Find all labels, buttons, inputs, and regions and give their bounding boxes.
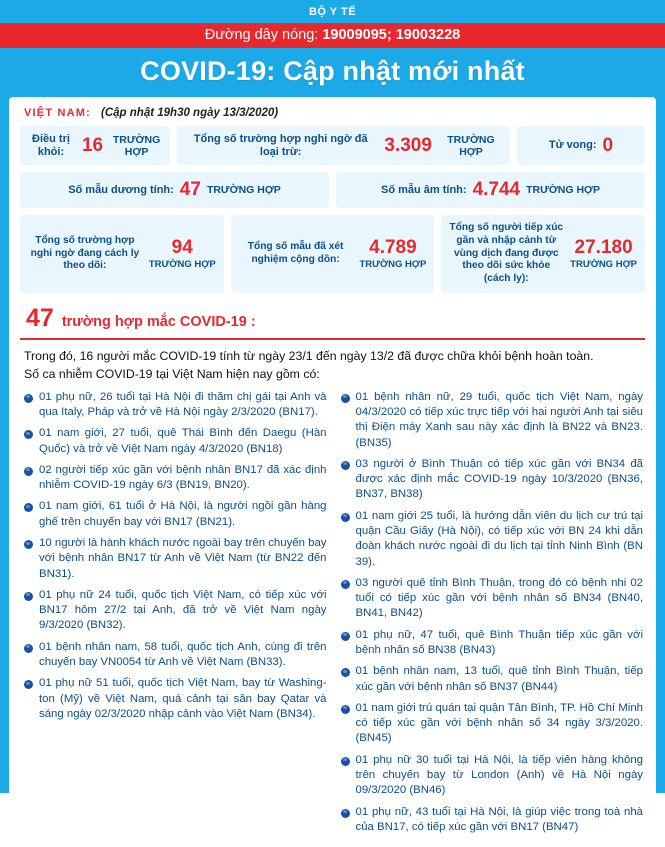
list-item [24, 390, 327, 421]
stat-value-group [149, 238, 216, 270]
case-text: 01 phụ nữ 24 tuổi, quốc tịch Việt Nam, có tiếp xúc với BN17 hôm 27/2 tại Anh, đã trở về Việt Nam ngày 9/3/2020 (BN32). [39, 588, 327, 632]
section-case-count: 47 [26, 303, 54, 332]
stat-value: 16 [81, 134, 104, 156]
content-card [9, 97, 656, 847]
section-title: trường hợp mắc COVID-19 : [61, 313, 256, 330]
list-item [24, 676, 327, 722]
list-item [341, 628, 644, 659]
list-item [24, 588, 327, 634]
stat-unit: TRƯỜNG HỢP [206, 184, 281, 197]
section-heading [20, 302, 645, 337]
country-label: VIỆT NAM: [24, 107, 92, 119]
list-item [341, 509, 644, 570]
stat-value: 94 [171, 237, 193, 259]
list-item [24, 536, 327, 582]
list-item [341, 753, 644, 799]
bullet-icon [341, 809, 350, 818]
list-item [24, 499, 327, 530]
bullet-icon [24, 503, 33, 512]
bullet-icon [341, 668, 350, 677]
stat-label: Số mẫu dương tính: [68, 183, 174, 196]
case-text: 01 bệnh nhân nữ, 29 tuổi, quốc tịch Việt Nam, ngày 04/3/2020 có tiếp xúc trực tiếp với hai người Anh tại siêu thị Điện máy Xanh sau này xác định là BN22 và BN23. (BN35) [355, 390, 643, 449]
intro-text [20, 347, 645, 390]
case-text: 01 nam giới trú quán tại quận Tân Bình, TP. Hồ Chí Minh có tiếp xúc gần với bệnh nhân số 34 ngày 3/3/2020. (BN45) [355, 701, 643, 745]
list-item [341, 576, 644, 622]
bullet-icon [341, 705, 350, 714]
bullet-icon [341, 632, 350, 641]
stat-value: 47 [179, 179, 201, 201]
stat-unit: TRƯỜNG HỢP [526, 184, 600, 197]
stat-label: Điều trị khỏi: [32, 133, 70, 158]
stat-unit: TRƯỜNG HỢP [359, 258, 427, 270]
list-item [341, 390, 644, 451]
case-text: 01 phụ nữ, 47 tuổi, quê Bình Thuận tiếp xúc gần với bệnh nhân số BN38 (BN43) [355, 628, 643, 656]
stat-value-group [360, 238, 427, 270]
bullet-icon [24, 430, 33, 439]
stats-row-1 [20, 126, 645, 165]
list-item [24, 640, 327, 671]
section-divider [20, 338, 645, 340]
case-text: 01 phụ nữ 30 tuổi tại Hà Nội, là tiếp viên hàng không trên chuyến bay từ London (Anh) về Hà Nội ngày 09/3/2020 (BN46) [355, 753, 643, 797]
stats-row-3 [20, 215, 645, 293]
stat-label: Tổng số trường hợp nghi ngờ đang cách ly theo dõi: [30, 234, 140, 272]
case-text: 10 người là hành khách nước ngoài bay trên chuyến bay với bệnh nhân BN17 từ Anh về Việt Nam (từ BN22 đến BN31). [39, 537, 327, 580]
page-title: COVID-19: Cập nhật mới nhất [140, 56, 525, 86]
case-text: 01 phụ nữ 51 tuổi, quốc tịch Việt Nam, bay từ Washing-ton (Mỹ) về Việt Nam, quá cảnh tại sân bay Qatar và sáng ngày 02/3/2020 nhập cảnh vào Việt Nam (BN34). [39, 677, 327, 720]
case-list-left-column [24, 390, 327, 841]
case-text: 01 phụ nữ, 43 tuổi tại Hà Nội, là giúp việc trong toà nhà của BN17, có tiếp xúc gần với BN17 (BN47) [355, 805, 643, 833]
stat-value: 27.180 [574, 237, 633, 259]
hotline-bar [0, 23, 665, 48]
case-text: 03 người ở Bình Thuận có tiếp xúc gần với BN34 đã được xác định mắc COVID-19 ngày 10/3/2020 (BN36, BN37, BN38) [355, 457, 643, 501]
stat-value: 4.744 [472, 179, 521, 201]
stat-value: 4.789 [369, 237, 417, 259]
case-text: 01 nam giới, 27 tuổi, quê Thái Bình đến Daegu (Hàn Quốc) và trở về Việt Nam ngày 4/3/2020 (BN18) [39, 427, 327, 455]
stat-deaths [517, 126, 645, 165]
list-item [341, 457, 644, 503]
list-item [24, 463, 327, 494]
country-row [20, 106, 645, 126]
stat-excluded [177, 126, 510, 165]
stat-unit: TRƯỜNG HỢP [112, 133, 161, 158]
bullet-icon [341, 394, 350, 403]
list-item [341, 701, 644, 747]
bullet-icon [341, 513, 350, 522]
list-item [341, 805, 644, 836]
stat-quarantined-suspected [20, 215, 224, 293]
stat-unit: TRƯỜNG HỢP [447, 133, 495, 158]
hotline-numbers: 19009095; 19003228 [322, 27, 461, 43]
stat-unit: TRƯỜNG HỢP [148, 258, 216, 270]
ministry-label: BỘ Y TẾ [308, 6, 357, 18]
bullet-icon [24, 394, 33, 403]
stat-value: 0 [602, 134, 614, 156]
intro-line-2: Số ca nhiễm COVID-19 tại Việt Nam hiện nay gồm có: [24, 367, 320, 382]
case-list [20, 390, 645, 841]
bullet-icon [24, 644, 33, 653]
bullet-icon [24, 540, 33, 549]
list-item [341, 664, 644, 695]
case-text: 01 bệnh nhân nam, 58 tuổi, quốc tịch Anh, cùng đi trên chuyến bay VN0054 từ Anh về Việt Nam (BN33). [39, 640, 327, 668]
stat-label: Tử vong: [548, 139, 597, 152]
bullet-icon [341, 757, 350, 766]
stat-label: Tổng số trường hợp nghi ngờ đã loại trừ: [193, 133, 368, 158]
case-list-right-column [341, 390, 644, 841]
bullet-icon [24, 592, 33, 601]
case-text: 03 người quê tỉnh Bình Thuận, trong đó có bệnh nhi 02 tuổi có tiếp xúc gần với bệnh nhân số BN34 (BN40, BN41, BN42) [355, 576, 643, 620]
bullet-icon [24, 680, 33, 689]
stat-positive-samples [20, 172, 329, 208]
stat-monitored-contacts [441, 215, 645, 293]
case-text: 01 nam giới 25 tuổi, là hướng dẫn viên du lịch cư trú tại quận Cầu Giấy (Hà Nội), có tiếp xúc với BN 24 khi dẫn đoàn khách nước ngoài đi du lịch tại tỉnh Ninh Bình (BN 39). [355, 509, 643, 568]
stat-unit: TRƯỜNG HỢP [570, 258, 638, 270]
list-item [24, 426, 327, 457]
case-text: 02 người tiếp xúc gần với bệnh nhân BN17 đã xác định nhiễm COVID-19 ngày 6/3 (BN19, BN20). [39, 463, 327, 492]
updated-timestamp: (Cập nhật 19h30 ngày 13/3/2020) [101, 107, 279, 119]
stat-total-tested [231, 215, 435, 293]
stats-row-2 [20, 172, 645, 208]
stat-label: Số mẫu âm tính: [381, 183, 467, 196]
case-text: 01 bệnh nhân nam, 13 tuổi, quê tỉnh Bình Thuận, tiếp xúc gần với bệnh nhân số BN37 (BN44) [355, 665, 643, 693]
bullet-icon [341, 580, 350, 589]
stat-label: Tổng số người tiếp xúc gần và nhập cảnh từ vùng dịch đang được theo dõi sức khỏe (cách ly): [449, 222, 564, 285]
stat-negative-samples [336, 172, 645, 208]
intro-line-1: Trong đó, 16 người mắc COVID-19 tính từ ngày 23/1 đến ngày 13/2 đã được chữa khỏi bệnh hoàn toàn. [24, 348, 594, 363]
stat-value-group [570, 238, 637, 270]
case-text: 01 phụ nữ, 26 tuổi tại Hà Nội đi thăm chị gái tại Anh và qua Italy, Pháp và trở về Hà Nội ngày 2/3/2020 (BN17). [39, 390, 327, 419]
hotline-prefix: Đường dây nóng: [204, 27, 319, 43]
case-text: 01 nam giới, 61 tuổi ở Hà Nội, là người ngồi gần hàng ghế trên chuyến bay với BN17 (BN21). [39, 500, 327, 528]
stat-recovered [20, 126, 170, 165]
bullet-icon [24, 467, 33, 476]
bullet-icon [341, 461, 350, 470]
stat-label: Tổng số mẫu đã xét nghiệm cộng dồn: [247, 241, 344, 265]
stat-value: 3.309 [384, 134, 432, 156]
